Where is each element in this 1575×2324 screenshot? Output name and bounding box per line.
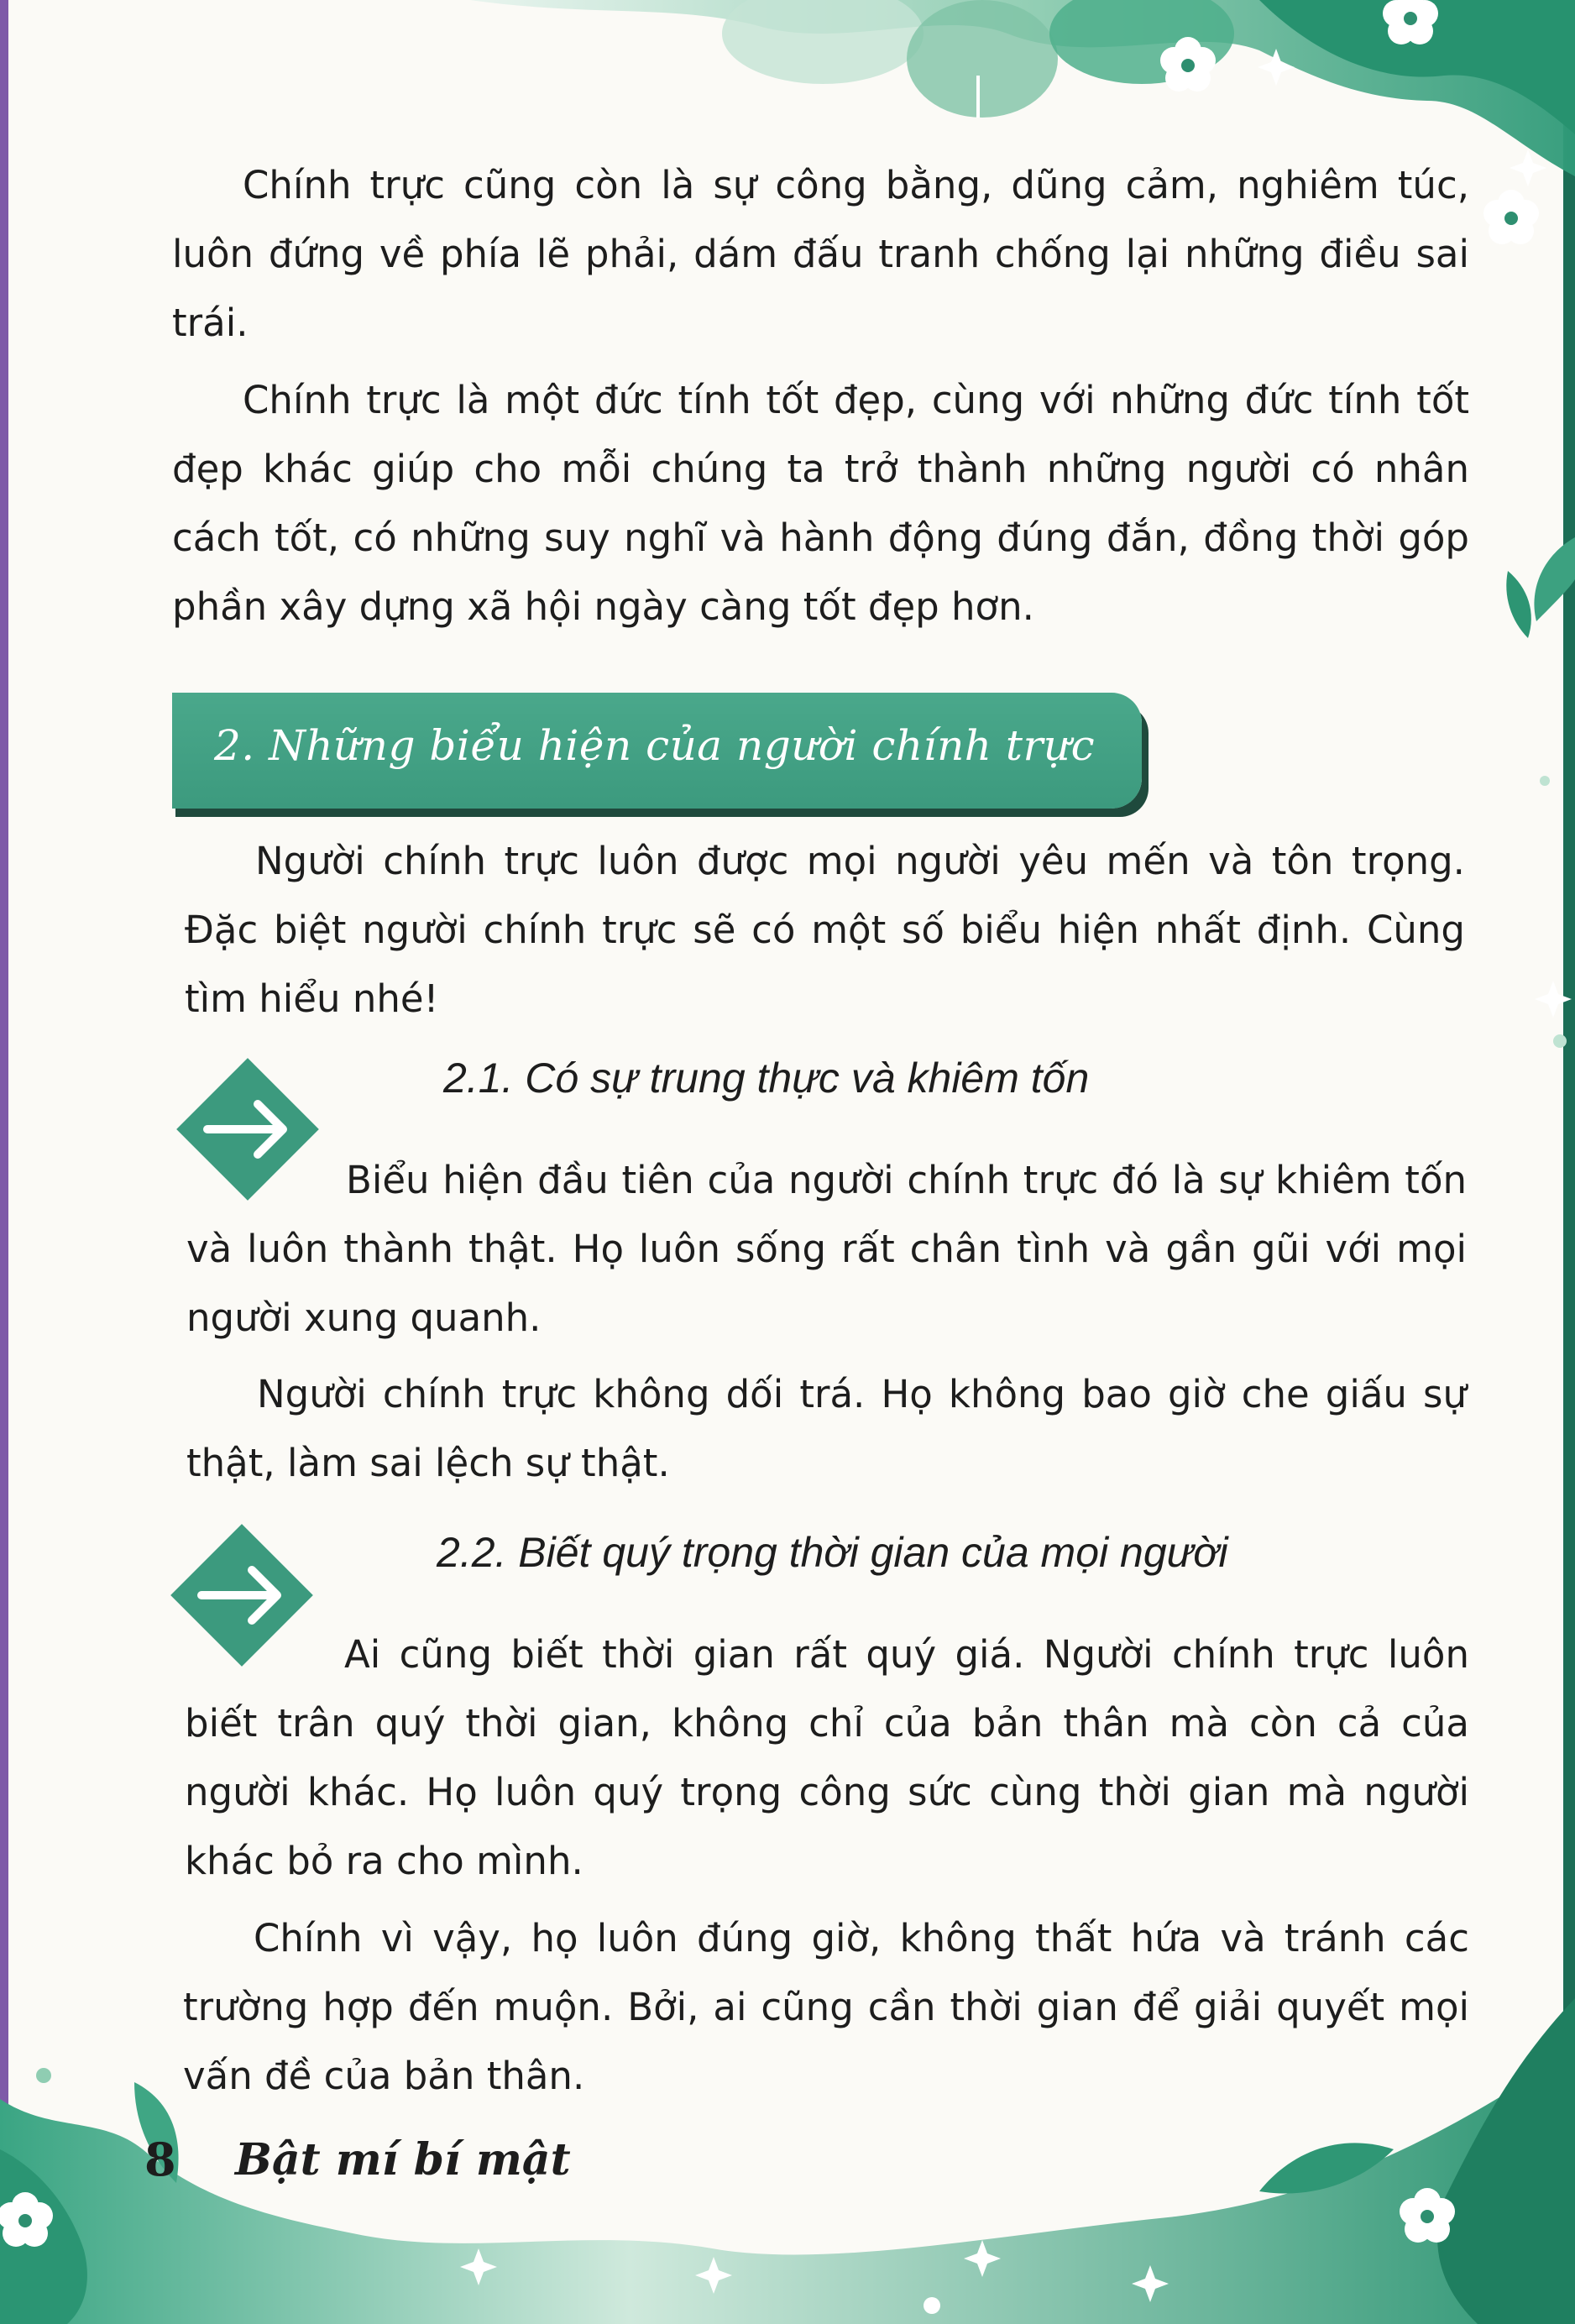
paragraph-5: Người chính trực không dối trá. Họ không bao giờ che giấu sự thật, làm sai lệch sự thật. xyxy=(186,1372,1467,1485)
section-title: 2. Những biểu hiện của người chính trực xyxy=(214,721,1096,770)
paragraph-2: Chính trực là một đức tính tốt đẹp, cùng với những đức tính tốt đẹp khác giúp cho mỗi chúng ta trở thành những người có nhân cách tốt, có những suy nghĩ và hành động đúng đắn, đồng thời góp phần xây dựng xã hội ngày càng tốt đẹp hơn. xyxy=(172,378,1469,629)
section-banner xyxy=(172,693,1142,809)
book-title: Bật mí bí mật xyxy=(235,2134,571,2185)
subsection-title-2: 2.2. Biết quý trọng thời gian của mọi người xyxy=(437,1529,1228,1576)
paragraph-3: Người chính trực luôn được mọi người yêu mến và tôn trọng. Đặc biệt người chính trực sẽ có một số biểu hiện nhất định. Cùng tìm hiểu nhé! xyxy=(185,839,1465,1021)
paragraph-4: Biểu hiện đầu tiên của người chính trực đó là sự khiêm tốn và luôn thành thật. Họ luôn sống rất chân tình và gần gũi với mọi người xung quanh. xyxy=(186,1158,1467,1340)
subsection-title-1: 2.1. Có sự trung thực và khiêm tốn xyxy=(443,1055,1090,1102)
paragraph-6: Ai cũng biết thời gian rất quý giá. Người chính trực luôn biết trân quý thời gian, không chỉ của bản thân mà còn cả của người khác. Họ luôn quý trọng công sức cùng thời gian mà người khác bỏ ra cho mình. xyxy=(185,1632,1469,1883)
paragraph-1: Chính trực cũng còn là sự công bằng, dũng cảm, nghiêm túc, luôn đứng về phía lẽ phải, dám đấu tranh chống lại những điều sai trái. xyxy=(172,163,1469,345)
page-number: 8 xyxy=(144,2133,176,2186)
paragraph-7: Chính vì vậy, họ luôn đúng giờ, không thất hứa và tránh các trường hợp đến muộn. Bởi, ai cũng cần thời gian để giải quyết mọi vấn đề của bản thân. xyxy=(183,1916,1469,2098)
